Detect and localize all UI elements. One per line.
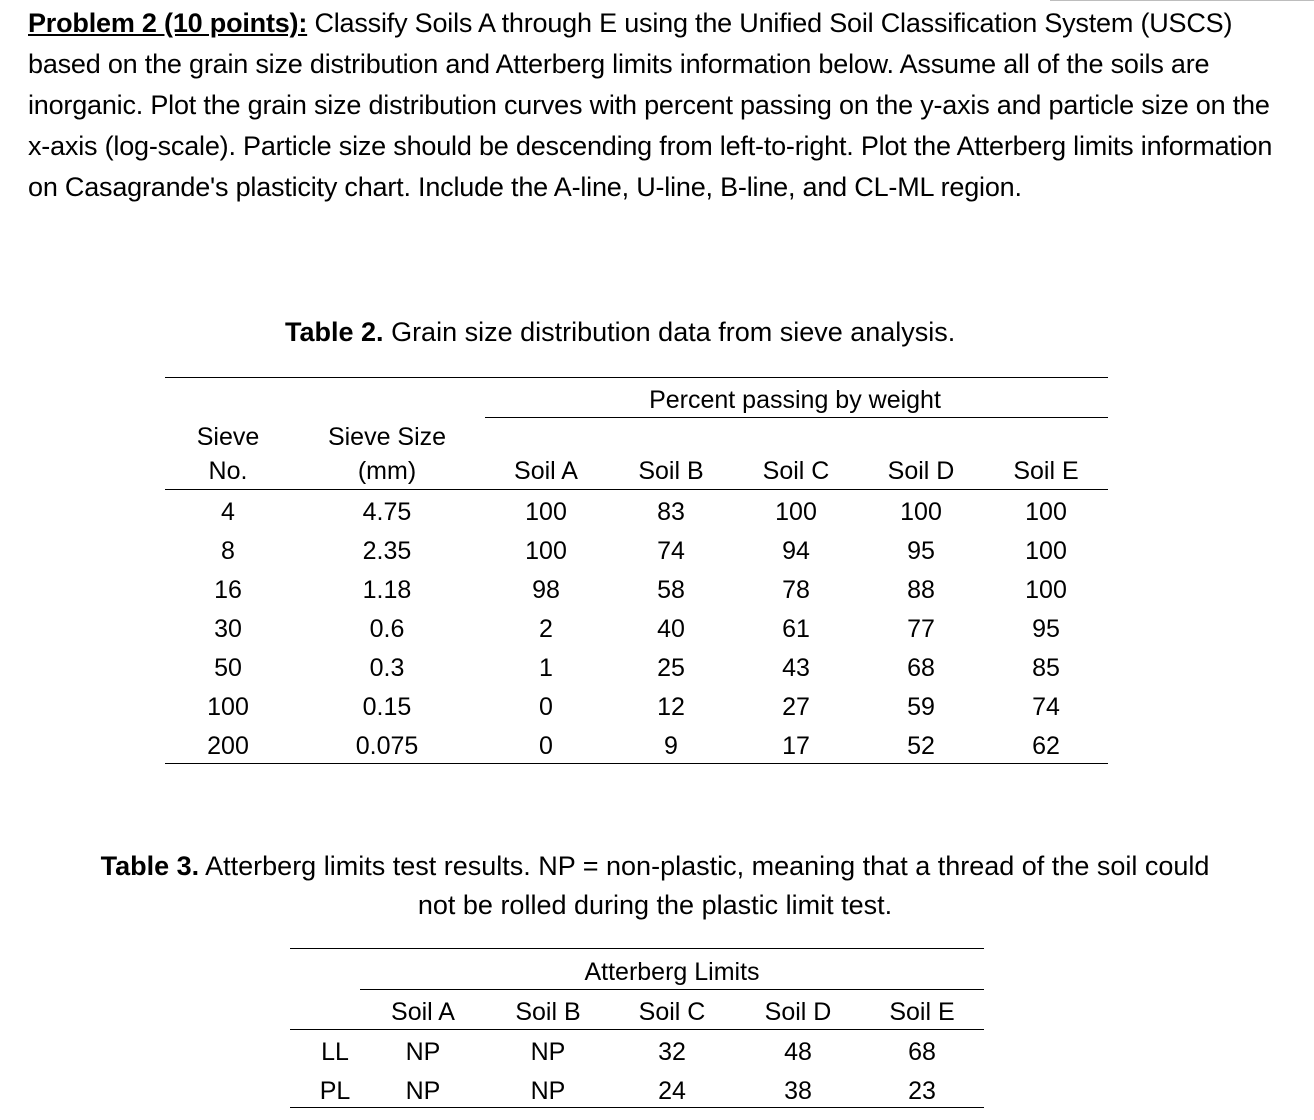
table2-header-sieve-size-1: Sieve Size xyxy=(327,423,447,451)
table2-cell-soil-b: 74 xyxy=(657,537,685,565)
table2-top-rule xyxy=(165,377,1108,378)
table3-header-rule xyxy=(290,1029,984,1030)
table3-header-soil-e: Soil E xyxy=(889,998,955,1026)
table2-cell-sieve-no: 200 xyxy=(207,732,249,760)
table3-header-soil-d: Soil D xyxy=(764,998,832,1026)
problem-statement xyxy=(28,3,1298,208)
table3-header-soil-c: Soil C xyxy=(638,998,706,1026)
problem-heading: Problem 2 (10 points): xyxy=(28,8,308,38)
table2-header-soil-d: Soil D xyxy=(887,457,955,485)
table2-header-rule xyxy=(165,489,1108,490)
table3-cell-soil-a: NP xyxy=(405,1038,441,1066)
table2-cell-soil-e: 100 xyxy=(1025,498,1067,526)
table2-caption-text: Grain size distribution data from sieve analysis. xyxy=(391,317,956,347)
table2-cell-soil-c: 43 xyxy=(782,654,810,682)
table2-cell-sieve-no: 4 xyxy=(221,498,235,526)
table2-cell-soil-d: 88 xyxy=(907,576,935,604)
table3-cell-soil-a: NP xyxy=(405,1077,441,1105)
problem-body: Classify Soils A through E using the Unified Soil Classification System (USCS) based on the grain size distribution and Atterberg limits information below. Assume all of the soils are inorganic. Plot the grain size distribution curves with percent passing on the y-axis and particle size on the x-axis (log-scale). Particle size should be descending from left-to-right. Plot the Atterberg limits information on Casagrande's plasticity chart. Include the A-line, U-line, B-line, and CL-ML region. xyxy=(28,8,1273,202)
table3-top-rule xyxy=(290,948,984,949)
table3-cell-soil-e: 68 xyxy=(908,1038,936,1066)
table2-cell-sieve-size: 0.3 xyxy=(369,654,405,682)
table2-cell-soil-c: 94 xyxy=(782,537,810,565)
table2-cell-soil-e: 85 xyxy=(1032,654,1060,682)
table2-cell-sieve-size: 2.35 xyxy=(362,537,412,565)
table3-caption-line2: not be rolled during the plastic limit test. xyxy=(417,890,893,920)
table2-group-header: Percent passing by weight xyxy=(649,386,941,414)
table2-cell-sieve-no: 8 xyxy=(221,537,235,565)
table2-cell-soil-b: 25 xyxy=(657,654,685,682)
table3-caption-text-1: Atterberg limits test results. NP = non-plastic, meaning that a thread of the soil could xyxy=(205,851,1210,881)
top-rule xyxy=(1050,0,1314,1)
table2-header-sieve-no-1: Sieve xyxy=(196,423,260,451)
table2-header-soil-c: Soil C xyxy=(762,457,830,485)
table3-header-soil-b: Soil B xyxy=(515,998,581,1026)
table2-cell-soil-e: 100 xyxy=(1025,537,1067,565)
table2-cell-soil-b: 40 xyxy=(657,615,685,643)
table3-group-rule xyxy=(360,989,984,990)
table2-header-soil-e: Soil E xyxy=(1013,457,1079,485)
table2-cell-soil-e: 74 xyxy=(1032,693,1060,721)
table2-cell-sieve-no: 30 xyxy=(214,615,242,643)
table2-cell-soil-b: 12 xyxy=(657,693,685,721)
table2-cell-sieve-size: 0.6 xyxy=(369,615,405,643)
table3-bottom-rule xyxy=(290,1107,984,1108)
table2-cell-soil-a: 0 xyxy=(539,693,553,721)
table2-cell-soil-e: 95 xyxy=(1032,615,1060,643)
table2-caption-label: Table 2. xyxy=(285,317,384,347)
table3-caption xyxy=(30,847,1280,925)
table2-cell-soil-c: 61 xyxy=(782,615,810,643)
table2-cell-soil-c: 100 xyxy=(775,498,817,526)
table2-header-sieve-no-2: No. xyxy=(208,457,248,485)
table3-caption-label: Table 3. xyxy=(100,851,200,881)
table2-cell-soil-a: 0 xyxy=(539,732,553,760)
table2-header-soil-b: Soil B xyxy=(638,457,704,485)
table3-cell-soil-d: 38 xyxy=(784,1077,812,1105)
table2-cell-soil-c: 17 xyxy=(782,732,810,760)
table3-cell-soil-b: NP xyxy=(530,1077,566,1105)
table2-cell-sieve-size: 1.18 xyxy=(362,576,412,604)
table3-cell-soil-c: 32 xyxy=(658,1038,686,1066)
table2-cell-sieve-no: 50 xyxy=(214,654,242,682)
table2-cell-soil-c: 27 xyxy=(782,693,810,721)
table2-cell-sieve-no: 100 xyxy=(207,693,249,721)
table3-caption-line1 xyxy=(30,847,1280,886)
table3-row-label: LL xyxy=(321,1038,349,1066)
table2-header-sieve-size-2: (mm) xyxy=(357,457,417,485)
table2-group-rule xyxy=(485,417,1108,418)
table2-cell-soil-d: 95 xyxy=(907,537,935,565)
table3-cell-soil-b: NP xyxy=(530,1038,566,1066)
table2-caption xyxy=(285,313,955,352)
table3-row-label: PL xyxy=(319,1077,351,1105)
table2-cell-soil-d: 68 xyxy=(907,654,935,682)
table3-header-soil-a: Soil A xyxy=(391,998,455,1026)
table2-cell-soil-a: 2 xyxy=(539,615,553,643)
table2-cell-sieve-no: 16 xyxy=(214,576,242,604)
table2-header-soil-a: Soil A xyxy=(514,457,578,485)
table2-cell-soil-a: 100 xyxy=(525,537,567,565)
table2-cell-soil-a: 98 xyxy=(532,576,560,604)
table2-cell-soil-d: 52 xyxy=(907,732,935,760)
table2-cell-soil-a: 100 xyxy=(525,498,567,526)
table3-cell-soil-e: 23 xyxy=(908,1077,936,1105)
table2-cell-soil-b: 83 xyxy=(657,498,685,526)
table2-cell-sieve-size: 4.75 xyxy=(362,498,412,526)
table2-cell-sieve-size: 0.075 xyxy=(355,732,419,760)
table2-cell-soil-e: 100 xyxy=(1025,576,1067,604)
table2-cell-soil-b: 9 xyxy=(664,732,678,760)
table3-cell-soil-c: 24 xyxy=(658,1077,686,1105)
table2-bottom-rule xyxy=(165,763,1108,764)
table2-cell-soil-b: 58 xyxy=(657,576,685,604)
table3-cell-soil-d: 48 xyxy=(784,1038,812,1066)
table2-cell-soil-a: 1 xyxy=(539,654,553,682)
table2-cell-soil-d: 77 xyxy=(907,615,935,643)
table3-group-header: Atterberg Limits xyxy=(584,958,760,986)
table2-cell-soil-d: 59 xyxy=(907,693,935,721)
table2-cell-soil-e: 62 xyxy=(1032,732,1060,760)
table2-cell-soil-c: 78 xyxy=(782,576,810,604)
table2-cell-soil-d: 100 xyxy=(900,498,942,526)
table2-cell-sieve-size: 0.15 xyxy=(362,693,412,721)
